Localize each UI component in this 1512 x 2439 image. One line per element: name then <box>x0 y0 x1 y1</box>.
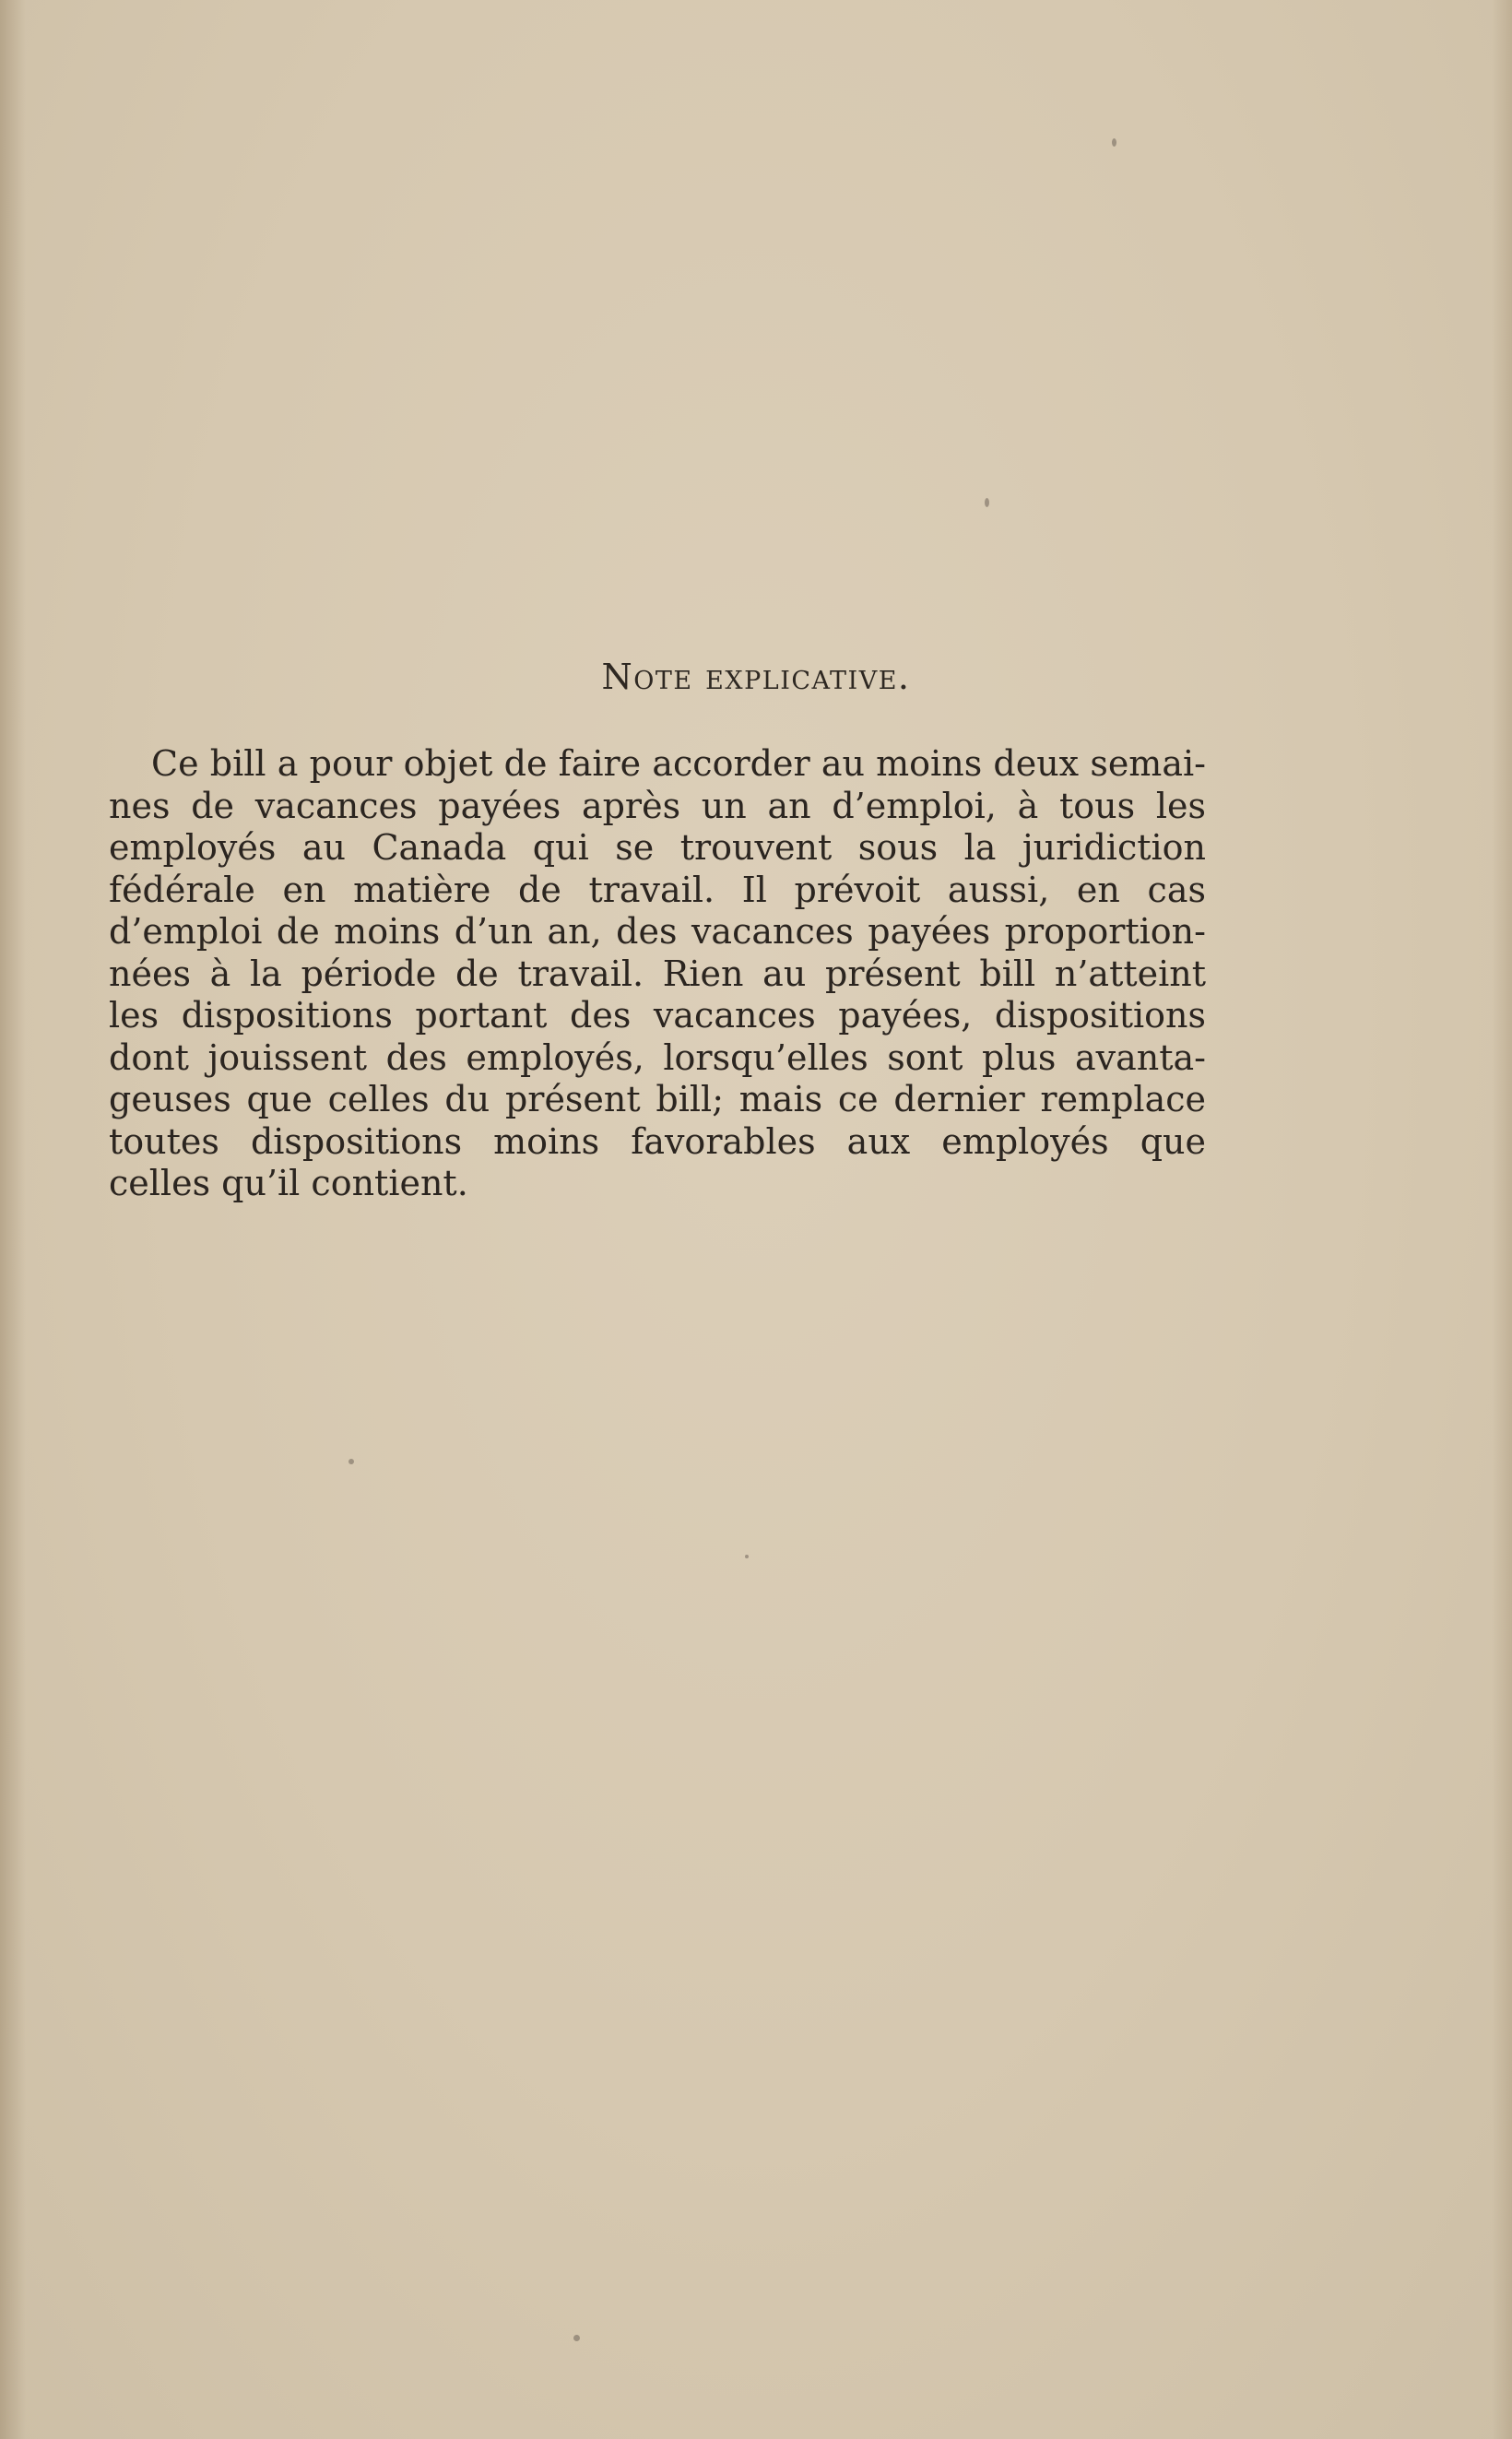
paragraph-line: fédérale en matière de travail. Il prévoit aussi, en cas <box>109 869 1206 910</box>
paragraph-line: toutes dispositions moins favorables aux employés que <box>109 1120 1206 1162</box>
paper-speck <box>573 2335 580 2341</box>
paragraph-line: d’emploi de moins d’un an, des vacances payées proportion- <box>109 911 1206 952</box>
paragraph-line: nes de vacances payées après un an d’emploi, à tous les <box>109 785 1206 826</box>
paragraph-line: employés au Canada qui se trouvent sous la juridiction <box>109 827 1206 868</box>
paragraph-line: les dispositions portant des vacances payées, dispositions <box>109 995 1206 1036</box>
paragraph-line: celles qu’il contient. <box>109 1163 468 1203</box>
page-edge-shadow-right <box>1492 0 1512 2439</box>
paragraph-line: dont jouissent des employés, lorsqu’elles sont plus avanta- <box>109 1036 1206 1078</box>
page-title: Note explicative. <box>601 657 911 697</box>
paper-speck <box>985 498 989 507</box>
explanatory-paragraph <box>109 743 1206 1205</box>
paragraph-line: nées à la période de travail. Rien au présent bill n’atteint <box>109 953 1206 994</box>
paper-speck <box>1112 138 1116 147</box>
page-edge-shadow-left <box>0 0 26 2439</box>
paragraph-line: Ce bill a pour objet de faire accorder au moins deux semai- <box>151 743 1206 784</box>
paragraph-line: geuses que celles du présent bill; mais ce dernier remplace <box>109 1079 1206 1119</box>
paper-speck <box>745 1555 749 1558</box>
paper-speck <box>348 1459 354 1464</box>
